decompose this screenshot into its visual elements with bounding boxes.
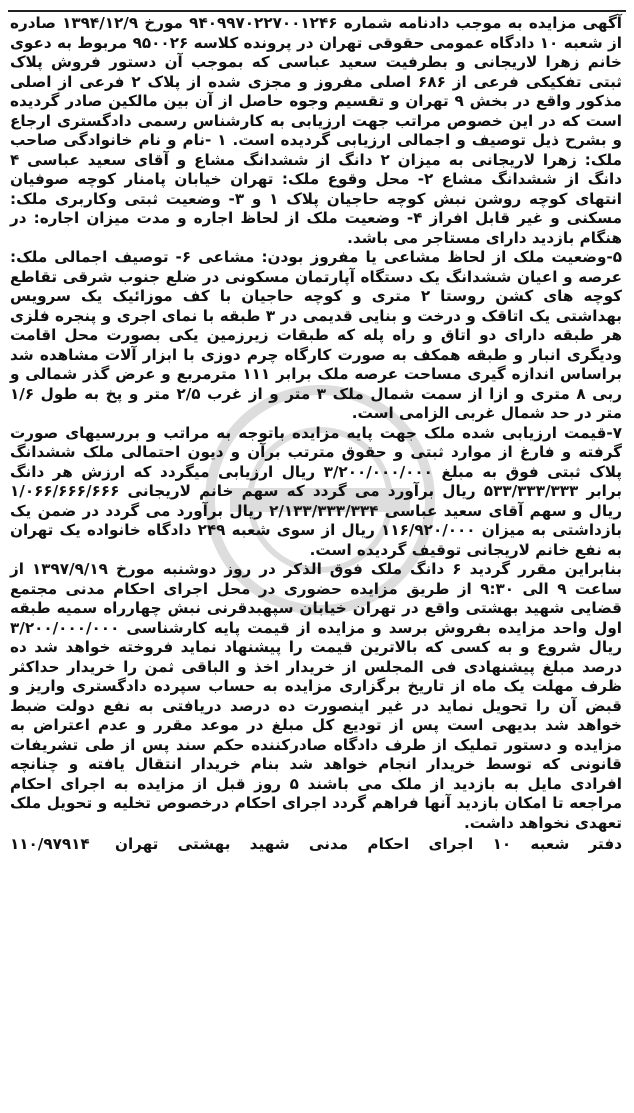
issuing-office: دفتر شعبه ۱۰ اجرای احکام مدنی شهید بهشتی تهران — [115, 835, 622, 853]
notice-paragraph-valuation: ۷-قیمت ارزیابی شده ملک جهت پایه مزایده باتوجه به مراتب و بررسیهای صورت گرفته و فارغ از موارد ثبتی و حقوق مترتب برآن و دیون احتمالی ملک ششدانگ پلاک ثبتی فوق به مبلغ ۳/۲۰۰/۰۰۰/۰۰۰ ریال ارزیابی میگردد که ارزش هر دانگ برابر ۵۳۳/۳۳۳/۳۳۳ ریال برآورد می گردد که سهم خانم لاریجانی ۱/۰۶۶/۶۶۶/۶۶۶ ریال و سهم آقای سعید عباسی ۲/۱۳۳/۳۳۳/۳۳۴ ریال برآورد می گردد در ضمن یک بازداشتی به میزان ۱۱۶/۹۲۰/۰۰۰ ریال از سوی شعبه ۲۴۹ دادگاه خانواده یک تهران به نفع خانم لاریجانی توقیف گردیده است. — [10, 423, 623, 559]
top-border-rule — [8, 0, 626, 12]
notice-paragraph-auction-terms: بنابراین مقرر گردید ۶ دانگ ملک فوق الذکر در روز دوشنبه مورخ ۱۳۹۷/۹/۱۹ از ساعت ۹ الی ۹:۳۰ از طریق مزایده حضوری در محل اجرای احکام مدنی مجتمع قضایی شهید بهشتی واقع در تهران خیابان سپهبدقرنی نبش چهارراه سمیه طبقه اول واحد مزایده بفروش برسد و مزایده از قیمت پایه کارشناسی ۳/۲۰۰/۰۰۰/۰۰۰ ریال شروع و به کسی که بالاترین قیمت را پیشنهاد نماید فروخته خواهد شد ده درصد مبلغ پیشنهادی فی المجلس از خریدار اخذ و الباقی ثمن را خریدار حداکثر ظرف مهلت یک ماه از تاریخ برگزاری مزایده به حساب سپرده دادگستری واریز و قبض آن را تحویل نماید در غیر اینصورت ده درصد دریافتی به نفع دولت ضبط خواهد شد بدیهی است پس از تودیع کل مبلغ در موعد مقرر و عدم اعتراض به مزایده و دستور تملیک از طرف دادگاه صادرکننده حکم سند پس از طی تشریفات قانونی که توسط خریدار انجام خواهد شد بنام خریدار انتقال یافته و چنانچه افرادی مایل به بازدید از ملک می باشند ۵ روز قبل از مزایده به اجرای احکام مراجعه تا امکان بازدید آنها فراهم گردد اجرای احکام درخصوص تخلیه و تحویل ملک تعهدی نخواهد داشت. — [10, 560, 623, 832]
notice-paragraph-description: ۵-وضعیت ملک از لحاظ مشاعی یا مفروز بودن: مشاعی ۶- توصیف اجمالی ملک: عرصه و اعیان ششدانگ یک دستگاه آپارتمان مسکونی در ضلع جنوب شرقی تقاطع کوچه های کشن روستا ۲ متری و کوچه حاجیان با کف موزائیک یک سرویس بهداشتی یک اتاقک و درخت و بنایی قدیمی در ۳ طبقه با نمای اجری و پنجره فلزی هر طبقه دارای دو اتاق و راه پله که طبقات زیرزمین یکی بصورت محل اقامت ودیگری انبار و طبقه همکف به صورت کارگاه چرم دوزی با ابزار آلات مشاهده شد براساس اندازه گیری مساحت عرصه ملک برابر ۱۱۱ مترمربع و عرض گذر شمالی و ربی ۸ متری و ازا از سمت شمال ملک ۳ متر و از غرب ۲/۵ متر و پخ به طول ۱/۶ متر در حد شمال غربی الزامی است. — [10, 248, 622, 422]
auction-notice — [10, 14, 622, 1107]
notice-footer — [10, 835, 622, 855]
notice-paragraph-intro: آگهی مزایده به موجب دادنامه شماره ۹۴۰۹۹۷۰۲۲۷۰۰۱۲۴۶ مورخ ۱۳۹۴/۱۲/۹ صادره از شعبه ۱۰ دادگاه عمومی حقوقی تهران در پرونده کلاسه ۹۵۰۰۲۶ مربوط به دعوی خانم زهرا لاریجانی و بطرفیت سعید عباسی که بموجب آن دستور فروش پلاک ثبتی تفکیکی فرعی از ۶۸۶ اصلی مفروز و مجزی شده از پلاک ۲ فرعی از اصلی مذکور واقع در بخش ۹ تهران و تقسیم وجوه حاصل از آن بین مالکین صادر گردیده است که در این خصوص مراتب جهت ارزیابی به کارشناس رسمی دادگستری ارجاع و بشرح ذیل توصیف و اجمالی ارزیابی گردیده است. ۱ -نام و نام خانوادگی صاحب ملک: زهرا لاریجانی به میزان ۲ دانگ از ششدانگ مشاع و آقای سعید عباسی ۴ دانگ از ششدانگ مشاع ۲- محل وقوع ملک: تهران خیابان پامنار کوچه صوفیان انتهای کوچه روشن نبش کوچه حاجیان پلاک ۱ و ۳- وضعیت ثبتی وکاربری ملک: مسکنی و غیر قابل افراز ۴- وضعیت ملک از لحاظ اجاره و مدت میزان اجاره: در هنگام بازدید دارای مستاجر می باشد. — [10, 14, 623, 247]
notice-code: ۱۱۰/۹۷۹۱۴ — [10, 835, 90, 853]
